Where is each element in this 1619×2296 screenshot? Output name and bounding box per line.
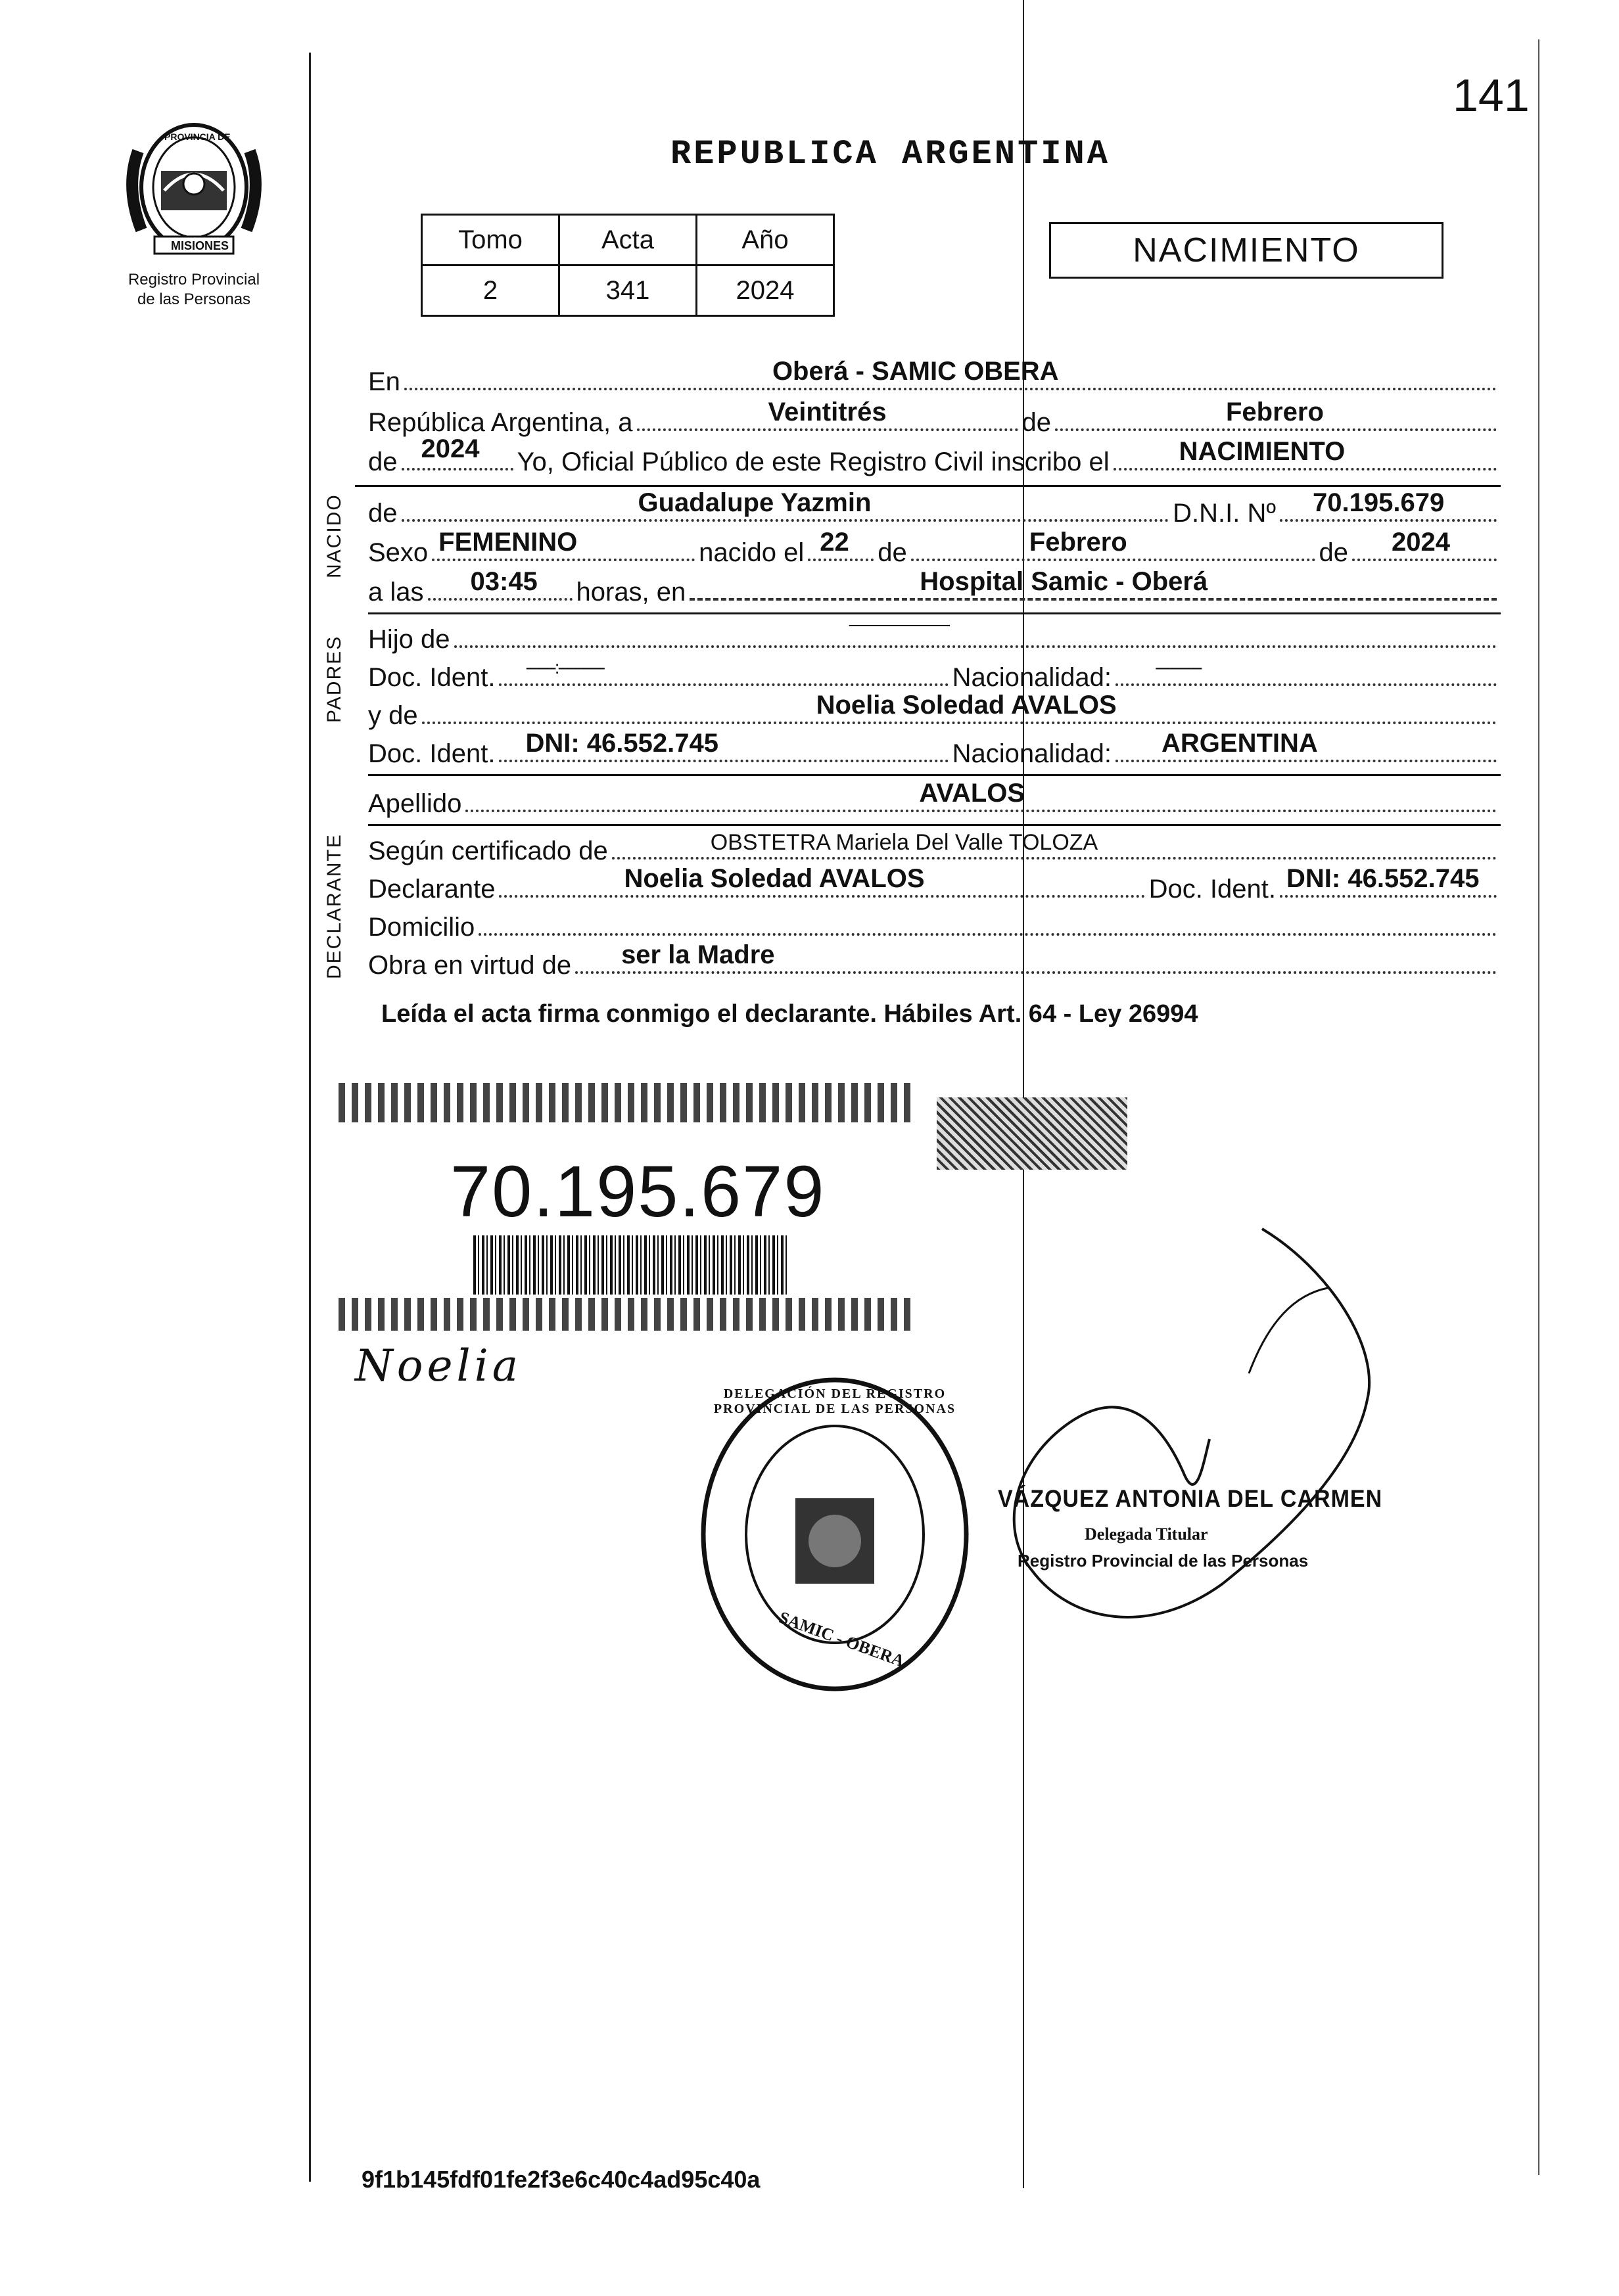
apellido-value: AVALOS bbox=[919, 779, 1025, 808]
lugar-dots bbox=[690, 567, 1497, 601]
madre-doc-dots bbox=[499, 729, 948, 762]
padre-doc-dots bbox=[499, 657, 948, 686]
officer-role: Delegada Titular bbox=[1085, 1525, 1208, 1544]
record-table-header: Tomo bbox=[422, 215, 559, 265]
dni-label: D.N.I. Nº bbox=[1173, 499, 1276, 528]
republica-label: República Argentina, a bbox=[368, 408, 633, 437]
separator-nacido-top bbox=[355, 485, 1501, 487]
officer-name: VÁZQUEZ ANTONIA DEL CARMEN bbox=[998, 1485, 1383, 1513]
declarante-section-label: DECLARANTE bbox=[323, 833, 345, 979]
month-value: Febrero bbox=[1226, 398, 1324, 426]
madre-nacionalidad-label: Nacionalidad: bbox=[952, 739, 1112, 768]
de1-label: de bbox=[878, 538, 907, 567]
center-fold-line bbox=[1023, 0, 1024, 2188]
padre-nac-value: ----------- bbox=[1155, 657, 1201, 677]
document-hash: 9f1b145fdf01fe2f3e6c40c4ad95c40a bbox=[362, 2166, 761, 2193]
dni-dots bbox=[1280, 488, 1497, 522]
row-segun bbox=[368, 829, 1501, 866]
declarante-doc-label: Doc. Ident. bbox=[1148, 875, 1276, 904]
nacido-dia-dots bbox=[808, 528, 874, 561]
nombre-value: Guadalupe Yazmin bbox=[638, 488, 872, 517]
segun-label: Según certificado de bbox=[368, 837, 608, 865]
officer-org: Registro Provincial de las Personas bbox=[1018, 1551, 1309, 1571]
row-declarante bbox=[368, 864, 1501, 904]
row-madre bbox=[368, 691, 1501, 731]
month-dots bbox=[1055, 398, 1497, 431]
madre-nac-value: ARGENTINA bbox=[1161, 729, 1318, 758]
apellido-dots bbox=[465, 779, 1497, 812]
apellido-label: Apellido bbox=[368, 789, 462, 818]
hora-dots bbox=[428, 567, 573, 601]
sticker-top-stripe bbox=[339, 1083, 917, 1122]
domicilio-dots bbox=[479, 933, 1497, 936]
officer-signature-scribble bbox=[986, 1189, 1394, 1676]
nacido-dia-value: 22 bbox=[820, 528, 849, 557]
declarante-label: Declarante bbox=[368, 875, 496, 904]
padres-section-label: PADRES bbox=[323, 635, 345, 723]
lugar-value: Hospital Samic - Oberá bbox=[920, 567, 1208, 596]
declarante-dots bbox=[499, 864, 1144, 898]
row-hora bbox=[368, 567, 1501, 607]
anio-value: 2024 bbox=[697, 265, 834, 316]
record-table-header-row bbox=[422, 215, 834, 265]
row-sexo bbox=[368, 528, 1501, 568]
day-dots bbox=[637, 398, 1018, 431]
hora-value: 03:45 bbox=[470, 567, 538, 596]
acta-value: 341 bbox=[559, 265, 697, 316]
nacido-anio-dots bbox=[1352, 528, 1497, 561]
year-dots bbox=[402, 434, 513, 471]
segun-dots bbox=[612, 830, 1497, 860]
obra-value: ser la Madre bbox=[621, 940, 775, 969]
nacido-mes-dots bbox=[911, 528, 1315, 561]
y-de-label: y de bbox=[368, 701, 418, 730]
hijo-de-dots bbox=[454, 614, 1497, 648]
a-las-label: a las bbox=[368, 578, 424, 607]
declarante-doc-dots bbox=[1280, 864, 1497, 898]
id-sticker bbox=[332, 1078, 924, 1341]
nombre-dots bbox=[402, 488, 1169, 522]
record-type-box: NACIMIENTO bbox=[1049, 222, 1443, 279]
declarante-doc-value: DNI: 46.552.745 bbox=[1286, 864, 1480, 893]
nombre-label: de bbox=[368, 499, 398, 528]
year-prefix: de bbox=[368, 448, 398, 476]
inscribo-value: NACIMIENTO bbox=[1179, 437, 1346, 466]
row-year bbox=[368, 434, 1501, 477]
row-nombre bbox=[368, 488, 1501, 528]
sticker-hologram bbox=[937, 1097, 1127, 1170]
dni-value: 70.195.679 bbox=[1313, 488, 1445, 517]
obra-label: Obra en virtud de bbox=[368, 951, 572, 980]
logo-text-bottom: MISIONES bbox=[171, 239, 229, 252]
footer-note: Leída el acta firma conmigo el declarante. Hábiles Art. 64 - Ley 26994 bbox=[381, 1000, 1198, 1028]
padre-nac-dots bbox=[1115, 657, 1497, 686]
row-republica bbox=[368, 398, 1501, 438]
stamp-ring-text: DELEGACIÓN DEL REGISTRO PROVINCIAL DE LAS PERSONAS bbox=[713, 1387, 956, 1416]
madre-nac-dots bbox=[1115, 729, 1497, 762]
record-table-header: Acta bbox=[559, 215, 697, 265]
sticker-number: 70.195.679 bbox=[450, 1151, 826, 1232]
row-domicilio bbox=[368, 906, 1501, 942]
provincial-logo bbox=[118, 112, 270, 269]
en-label: En bbox=[368, 367, 400, 396]
en-dots bbox=[404, 357, 1497, 390]
left-margin-line bbox=[309, 53, 311, 2182]
logo-caption-1: Registro Provincial bbox=[128, 271, 260, 288]
right-margin-line bbox=[1538, 39, 1539, 2175]
de-label: de bbox=[1021, 408, 1051, 437]
inscribo-dots bbox=[1114, 437, 1497, 471]
sexo-value: FEMENINO bbox=[438, 528, 578, 557]
madre-doc-value: DNI: 46.552.745 bbox=[525, 729, 718, 758]
padre-nacionalidad-label: Nacionalidad: bbox=[952, 663, 1112, 692]
page-number: 141 bbox=[1453, 70, 1530, 121]
madre-dots bbox=[422, 691, 1497, 724]
horas-en-label: horas, en bbox=[576, 578, 686, 607]
nacido-mes-value: Febrero bbox=[1029, 528, 1127, 557]
page-title: REPUBLICA ARGENTINA bbox=[670, 135, 1110, 173]
sticker-bottom-stripe bbox=[339, 1298, 917, 1331]
domicilio-label: Domicilio bbox=[368, 913, 475, 942]
logo-text-top: PROVINCIA DE bbox=[164, 131, 231, 142]
logo-caption-2: de las Personas bbox=[137, 290, 251, 308]
nacido-el-label: nacido el bbox=[699, 538, 805, 567]
hijo-de-label: Hijo de bbox=[368, 625, 450, 654]
separator-declarante-top bbox=[368, 824, 1501, 826]
handwritten-signature: Noelia bbox=[355, 1341, 523, 1391]
padre-doc-value: -------:----------- bbox=[525, 657, 604, 677]
official-stamp bbox=[697, 1373, 973, 1695]
record-table-header: Año bbox=[697, 215, 834, 265]
day-value: Veintitrés bbox=[768, 398, 887, 426]
nacido-anio-value: 2024 bbox=[1392, 528, 1450, 557]
de2-label: de bbox=[1319, 538, 1348, 567]
tomo-value: 2 bbox=[422, 265, 559, 316]
stamp-inner-text: SAMIC - OBERA bbox=[776, 1607, 907, 1671]
sexo-label: Sexo bbox=[368, 538, 429, 567]
row-madre-doc bbox=[368, 729, 1501, 769]
row-padre-doc bbox=[368, 656, 1501, 693]
padre-doc-label: Doc. Ident. bbox=[368, 663, 496, 692]
madre-value: Noelia Soledad AVALOS bbox=[816, 691, 1117, 720]
year-value: 2024 bbox=[421, 434, 480, 463]
obra-dots bbox=[575, 940, 1497, 974]
sticker-barcode bbox=[473, 1235, 789, 1295]
segun-value: OBSTETRA Mariela Del Valle TOLOZA bbox=[710, 830, 1098, 855]
record-table-value-row bbox=[422, 265, 834, 316]
sexo-dots bbox=[432, 528, 695, 561]
record-table bbox=[421, 214, 835, 317]
hijo-de-value: --------------------------- bbox=[848, 614, 949, 634]
en-value: Oberá - SAMIC OBERA bbox=[772, 357, 1059, 386]
madre-doc-label: Doc. Ident. bbox=[368, 739, 496, 768]
row-apellido bbox=[368, 779, 1501, 819]
separator-apellido-top bbox=[368, 774, 1501, 776]
declarante-value: Noelia Soledad AVALOS bbox=[624, 864, 925, 893]
row-en bbox=[368, 357, 1501, 397]
nacido-section-label: NACIDO bbox=[323, 494, 345, 578]
row-obra bbox=[368, 940, 1501, 980]
row-hijo-de bbox=[368, 614, 1501, 654]
oficial-text: Yo, Oficial Público de este Registro Civil inscribo el bbox=[517, 448, 1110, 476]
